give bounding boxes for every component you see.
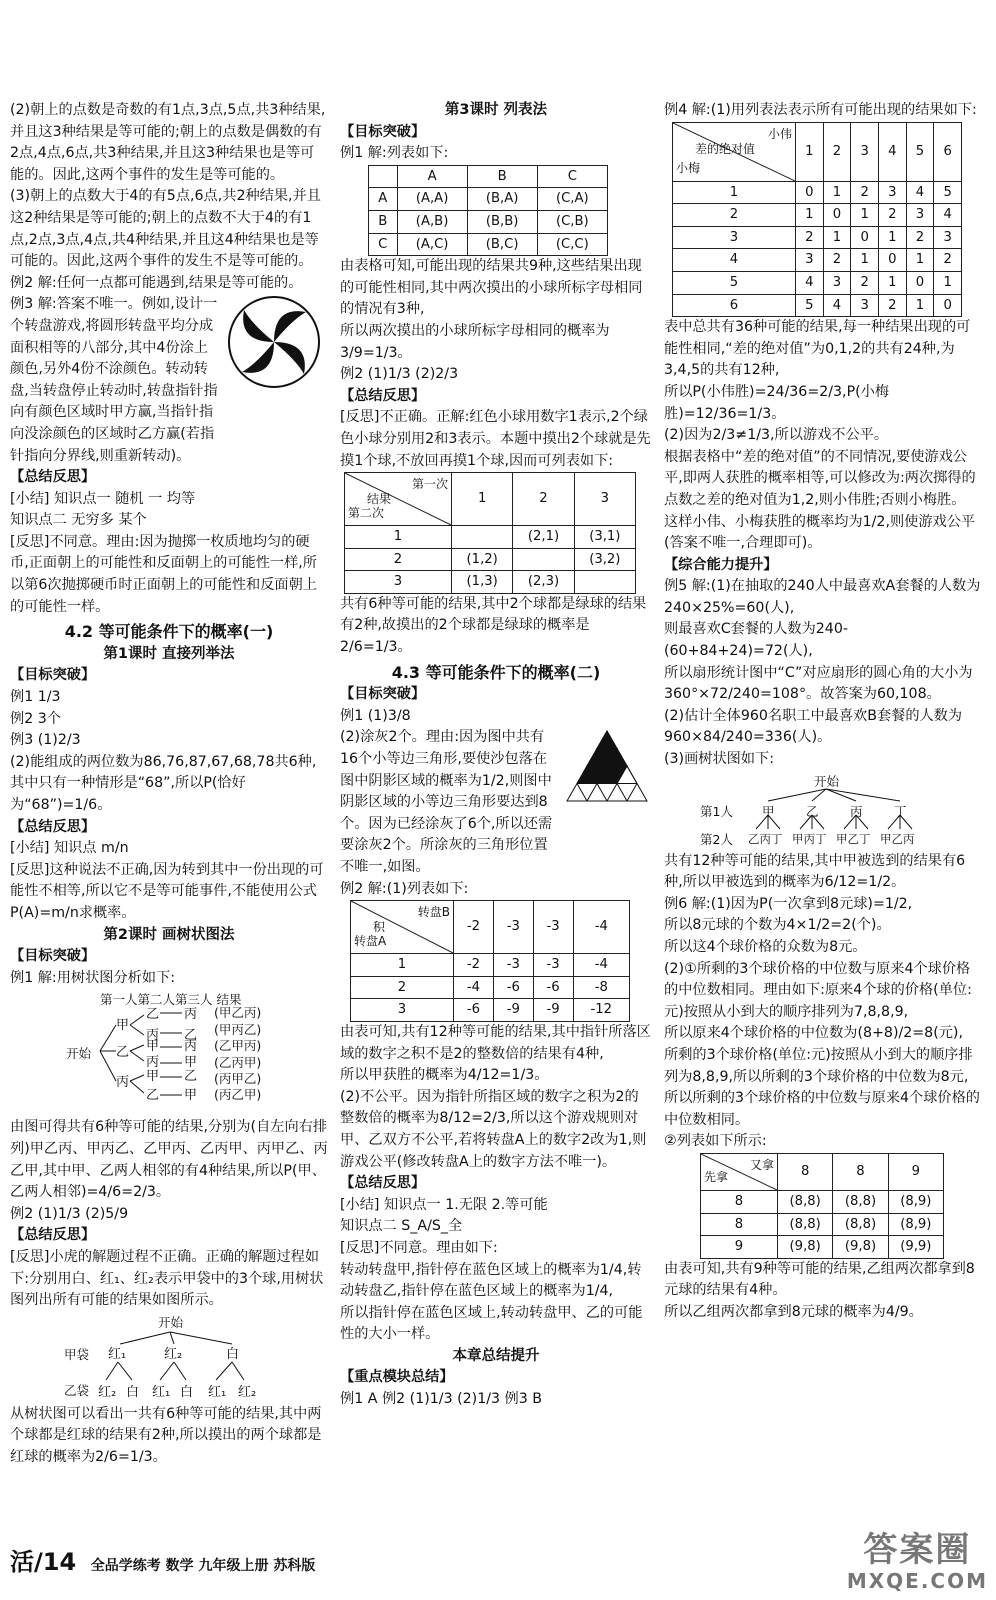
answer-text: 例2 (1)1/3 (2)5/9: [10, 1205, 129, 1222]
answer-text: 由表格可知,可能出现的结果共9种,这些结果出现的可能性相同,其中两次摸出的小球所标字母相同的情况有3种,: [340, 258, 643, 318]
svg-text:甲: 甲: [146, 1039, 160, 1055]
table-cell: -9: [493, 999, 533, 1022]
svg-text:红₂: 红₂: [238, 1384, 257, 1400]
table-row: [351, 999, 630, 1022]
svg-text:红₁: 红₁: [108, 1346, 127, 1362]
table-row: [701, 1213, 944, 1236]
answer-text: 从树状图可以看出一共有6种等可能的结果,其中两个球都是红球的结果有2种,所以摸出的两个球都是红球的概率为2/6=1/3。: [10, 1405, 322, 1465]
table-cell: (A,B): [397, 210, 467, 233]
answer-text: 所以两次摸出的小球所标字母相同的概率为3/9=1/3。: [340, 322, 610, 361]
tree-start: 开始: [66, 1046, 92, 1062]
table-row: [701, 1236, 944, 1259]
tree-result: (乙甲丙): [214, 1038, 262, 1054]
lesson-title: 第3课时 列表法: [444, 102, 548, 118]
section-header: 【总结反思】: [340, 387, 426, 404]
table-cell: [574, 571, 635, 594]
table-cell: -4: [454, 976, 494, 999]
example-3: [10, 294, 328, 467]
diagonal-header: [345, 473, 452, 526]
section-header: 【总结反思】: [10, 818, 96, 835]
section-header: 【综合能力提升】: [664, 556, 778, 573]
watermark-url: MXQE.COM: [846, 1569, 988, 1593]
table-cell: C: [369, 233, 398, 256]
table-cell: 3: [351, 999, 454, 1022]
answer-text: 知识点二 无穷多 某个: [10, 512, 147, 529]
answer-text: 例2 解:(1)列表如下:: [340, 880, 469, 897]
table-cell: 3: [878, 181, 906, 204]
tree-start: 开始: [158, 1314, 184, 1330]
table-cell: 2: [345, 548, 452, 571]
answer-text: (3)朝上的点数大于4的有5点,6点,共2种结果,并且这2种结果是等可能的;朝上的点数不大于4的有1点,2点,3点,4点,共4种结果,并且这4种结果也是等可能的。因此,这两个事件的发生不是等可能的。: [10, 188, 321, 270]
table-row: [673, 181, 962, 204]
answer-text: [小结] 知识点一 随机 一 均等: [10, 490, 196, 507]
answer-text: 例3 (1)2/3: [10, 732, 81, 749]
table-cell: -4: [573, 954, 629, 977]
table-cell: 4: [934, 204, 962, 227]
section-header: 【目标突破】: [10, 667, 96, 684]
tree-node: 乙丙丁: [748, 831, 783, 846]
tree-result: (乙丙甲): [214, 1054, 262, 1070]
table-cell: 0: [934, 294, 962, 317]
section-header: 【总结反思】: [10, 1227, 96, 1244]
svg-text:丙: 丙: [184, 1039, 198, 1055]
lesson-title: 第2课时 画树状图法: [103, 926, 235, 943]
table-cell: 8: [701, 1213, 778, 1236]
result-table-2: [344, 472, 636, 594]
answer-text: (2)不公平。因为指针所指区域的数字之积为2的整数倍的概率为8/12=2/3,所以这个游戏规则对甲、乙双方不公平,若将转盘A上的数字2改为1,则游戏公平(修改转盘A上的数字方法不唯一)。: [340, 1088, 647, 1170]
table-cell: -12: [573, 999, 629, 1022]
answer-text: 所剩的3个球价格(单位:元)按照从小到大的顺序排列为8,8,9,所以所剩的3个球价格的中位数为8元,所以所剩的3个球价格的中位数与原来4个球价格的中位数相同。: [664, 1046, 980, 1128]
answer-text: 所以这4个球价格的众数为8元。: [664, 939, 867, 955]
svg-text:红₂: 红₂: [98, 1384, 117, 1400]
section-header: 【目标突破】: [10, 948, 96, 965]
table-cell: (9,8): [778, 1236, 833, 1259]
product-table: [350, 900, 630, 1022]
table-row: [351, 976, 630, 999]
answer-text: 例3 解:答案不唯一。例如,设计一个转盘游戏,将圆形转盘平均分成面积相等的八部分,其中4份涂上颜色,另外4份不涂颜色。转动转盘,当转盘停止转动时,转盘指针指向有颜色区域时甲方赢,当指针指向没涂颜色的区域时乙方赢(若指针指向分界线,则重新转动)。: [10, 296, 218, 464]
svg-text:白: 白: [226, 1346, 240, 1362]
table-cell: 2: [673, 204, 796, 227]
table-cell: (B,C): [467, 233, 537, 256]
header-label: 积: [373, 920, 386, 935]
table-cell: 5: [934, 181, 962, 204]
svg-text:红₁: 红₁: [208, 1384, 227, 1400]
answer-text: 所以甲获胜的概率为4/12=1/3。: [340, 1067, 549, 1084]
diagonal-header: [673, 122, 796, 181]
answer-text: (2)①所剩的3个球价格的中位数与原来4个球价格的中位数相同。理由如下:原来4个球的价格(单位:元)按照从小到大的顺序排列为7,8,8,9,: [664, 960, 972, 1020]
answer-text: 例1 解:用树状图分析如下:: [10, 969, 175, 986]
answer-text: ②列表如下所示:: [664, 1133, 767, 1150]
svg-text:甲: 甲: [184, 1055, 198, 1071]
diagonal-header: [351, 901, 454, 954]
answer-text: 则最喜欢C套餐的人数为240-(60+84+24)=72(人),: [664, 621, 848, 660]
svg-text:红₂: 红₂: [164, 1346, 183, 1362]
tree-diagram-3: [664, 771, 982, 851]
table-cell: (3,1): [574, 526, 635, 549]
header-label: 第二次: [348, 505, 385, 520]
table-row: [673, 249, 962, 272]
table-cell: 5: [796, 294, 824, 317]
answer-text: [反思]这种说法不正确,因为转到其中一份出现的可能性不相等,所以它不是等可能事件,不能使用公式P(A)=m/n求概率。: [10, 861, 324, 921]
table-cell: (9,8): [833, 1236, 888, 1259]
table-cell: 2: [351, 976, 454, 999]
table-cell: (9,9): [888, 1236, 943, 1259]
table-cell: 2: [906, 226, 934, 249]
table-row: [369, 210, 608, 233]
tree-level-label: 甲袋: [64, 1346, 90, 1362]
svg-text:乙: 乙: [184, 1028, 198, 1044]
table-cell: (8,9): [888, 1213, 943, 1236]
answer-text: 所以P(小伟胜)=24/36=2/3,P(小梅胜)=12/36=1/3。: [664, 383, 890, 422]
table-header: 1: [796, 122, 824, 181]
tree-result: (丙乙甲): [214, 1087, 262, 1103]
answer-text: (2)因为2/3≠1/3,所以游戏不公平。: [664, 427, 889, 444]
header-label: 先拿: [704, 1170, 729, 1185]
example-1-part2: [340, 727, 652, 878]
table-row: [701, 1190, 944, 1213]
table-header: -3: [493, 901, 533, 954]
svg-text:甲: 甲: [184, 1088, 198, 1104]
column-right: [664, 100, 982, 1324]
header-label: 小伟: [767, 126, 792, 141]
table-header: 4: [878, 122, 906, 181]
table-cell: 3: [823, 271, 851, 294]
table-cell: -3: [493, 954, 533, 977]
table-header: 8: [778, 1153, 833, 1190]
table-cell: 4: [823, 294, 851, 317]
svg-text:丙: 丙: [116, 1075, 130, 1091]
section-title: 4.3 等可能条件下的概率(二): [391, 662, 601, 682]
table-header: -4: [573, 901, 629, 954]
table-row: [351, 954, 630, 977]
table-cell: 0: [851, 226, 879, 249]
watermark-logo: [847, 1530, 988, 1592]
table-cell: 8: [701, 1190, 778, 1213]
table-header: 2: [823, 122, 851, 181]
answer-text: 共有12种等可能的结果,其中甲被选到的结果有6种,所以甲被选到的概率为6/12=1/2。: [664, 852, 966, 891]
answer-text: 表中总共有36种可能的结果,每一种结果出现的可能性相同,“差的绝对值”为0,1,2的共有24种,为3,4,5的共有12种,: [664, 319, 971, 379]
tree-level-label: 乙袋: [64, 1382, 90, 1398]
table-cell: -8: [573, 976, 629, 999]
table-header: 9: [888, 1153, 943, 1190]
table-header: 8: [833, 1153, 888, 1190]
table-row: [345, 571, 636, 594]
table-cell: (C,B): [537, 210, 607, 233]
tree-level-label: 第2人: [700, 831, 733, 847]
answer-text: [小结] 知识点 m/n: [10, 840, 129, 857]
table-cell: 1: [673, 181, 796, 204]
answer-text: (3)画树状图如下:: [664, 751, 775, 768]
header-label: 又拿: [749, 1157, 774, 1172]
svg-text:甲: 甲: [116, 1018, 130, 1034]
tree-node: 丙: [850, 803, 863, 819]
table-cell: 3: [906, 204, 934, 227]
svg-text:乙: 乙: [116, 1045, 130, 1061]
table-cell: (8,8): [778, 1190, 833, 1213]
table-cell: 9: [701, 1236, 778, 1259]
table-header: C: [537, 165, 607, 188]
column-left: [10, 100, 328, 1468]
tree-lines: [10, 989, 328, 1117]
answer-text: (2)朝上的点数是奇数的有1点,3点,5点,共3种结果,并且这3种结果是等可能的;朝上的点数是偶数的有2点,4点,6点,共3种结果,并且这3种结果也是等可能的。因此,这两个事件的发生是等可能的。: [10, 102, 326, 183]
table-cell: (C,C): [537, 233, 607, 256]
pinwheel-turntable-figure: [226, 294, 322, 390]
section-header: 【总结反思】: [10, 469, 96, 486]
table-cell: 3: [796, 249, 824, 272]
answer-text: [反思]不正确。正解:红色小球用数字1表示,2个绿色小球分别用2和3表示。本题中摸出2个球就是先摸1个球,不放回再摸1个球,因而可列表如下:: [340, 409, 651, 469]
header-label: 差的绝对值: [695, 141, 756, 156]
answer-text: 例2 解:任何一点都可能遇到,结果是等可能的。: [10, 274, 303, 291]
table-row: [673, 204, 962, 227]
table-row: [673, 226, 962, 249]
tree-level-label: 第1人: [700, 803, 733, 819]
header-label: 转盘A: [354, 933, 387, 948]
table-header: 1: [452, 473, 513, 526]
section-title: 4.2 等可能条件下的概率(一): [64, 622, 274, 642]
answer-text: [反思]不同意。理由如下:: [340, 1239, 498, 1256]
section-header: 【总结反思】: [340, 1175, 426, 1192]
table-cell: 0: [823, 204, 851, 227]
table-cell: -9: [533, 999, 573, 1022]
page-footer: [10, 1548, 316, 1578]
table-cell: 1: [823, 181, 851, 204]
svg-text:丙: 丙: [146, 1028, 160, 1044]
svg-text:甲: 甲: [146, 1069, 160, 1085]
triangle-grid-figure: [562, 727, 652, 809]
table-cell: [452, 526, 513, 549]
answer-text: [反思]不同意。理由:因为抛掷一枚质地均匀的硬币,正面朝上的可能性和反面朝上的可能性一样,所以第6次抛掷硬币时正面朝上的可能性和反面朝上的可能性一样。: [10, 533, 317, 615]
table-cell: 0: [796, 181, 824, 204]
answer-text: 由表可知,共有9种等可能的结果,乙组两次都拿到8元球的结果有4种。: [664, 1260, 975, 1299]
table-cell: -6: [493, 976, 533, 999]
price-table: [700, 1153, 944, 1259]
table-cell: (8,9): [888, 1190, 943, 1213]
table-header: 3: [851, 122, 879, 181]
answer-text: (2)能组成的两位数为86,76,87,67,68,78共6种,其中只有一种情形是“68”,所以P(恰好为“68”)=1/6。: [10, 753, 317, 813]
table-cell: (A,A): [397, 188, 467, 211]
answer-text: 根据表格中“差的绝对值”的不同情况,要使游戏公平,即两人获胜的概率相等,可以修改为:两次掷得的点数之差的绝对值为1,2,则小伟胜;否则小梅胜。: [664, 448, 976, 508]
table-cell: 1: [906, 249, 934, 272]
table-header: 6: [934, 122, 962, 181]
table-cell: 2: [878, 204, 906, 227]
table-cell: 1: [878, 271, 906, 294]
answer-text: 例2 (1)1/3 (2)2/3: [340, 366, 459, 383]
svg-text:乙: 乙: [146, 1088, 160, 1104]
table-row: [673, 271, 962, 294]
answer-text: 知识点二 S_A/S_全: [340, 1218, 463, 1235]
answer-text: (2)涂灰2个。理由:因为图中共有16个小等边三角形,要使沙包落在图中阴影区域的概率为1/2,则图中阴影区域的小等边三角形要达到8个。因为已经涂灰了6个,所以还需要涂灰2个。所涂灰的三角形位置不唯一,如图。: [340, 729, 553, 875]
tree-diagram-2: [10, 1312, 328, 1404]
answer-text: 共有6种等可能的结果,其中2个球都是绿球的结果有2种,故摸出的2个球都是绿球的概率是2/6=1/3。: [340, 595, 647, 656]
answer-text: [小结] 知识点一 1.无限 2.等可能: [340, 1196, 548, 1213]
table-cell: -3: [533, 954, 573, 977]
table-cell: 2: [934, 249, 962, 272]
header-label: 第一次: [411, 477, 448, 492]
answer-text: 所以指针停在蓝色区域上,转动转盘甲、乙的可能性的大小一样。: [340, 1304, 643, 1343]
table-header: 3: [574, 473, 635, 526]
svg-text:红₁: 红₁: [152, 1384, 171, 1400]
answer-text: 这样小伟、小梅获胜的概率均为1/2,则使游戏公平(答案不唯一,合理即可)。: [664, 513, 976, 552]
table-cell: 1: [878, 226, 906, 249]
answer-text: 转动转盘甲,指针停在蓝色区域上的概率为1/4,转动转盘乙,指针停在蓝色区域上的概率为1/4,: [340, 1261, 642, 1300]
tree-node: 丁: [894, 803, 907, 819]
table-cell: [513, 548, 574, 571]
table-cell: (2,3): [513, 571, 574, 594]
table-cell: B: [369, 210, 398, 233]
table-cell: 2: [851, 181, 879, 204]
tree-result: (甲丙乙): [214, 1021, 262, 1037]
table-row: [369, 233, 608, 256]
table-cell: (1,2): [452, 548, 513, 571]
table-header: 2: [513, 473, 574, 526]
table-cell: 2: [796, 226, 824, 249]
table-cell: 3: [673, 226, 796, 249]
column-middle: [340, 100, 652, 1411]
table-cell: 2: [851, 271, 879, 294]
table-header: [369, 165, 398, 188]
table-cell: 1: [823, 226, 851, 249]
table-row: [673, 294, 962, 317]
table-header: 5: [906, 122, 934, 181]
answer-text: 例4 解:(1)用列表法表示所有可能出现的结果如下:: [664, 102, 977, 118]
tree-start: 开始: [814, 773, 840, 789]
result-table-1: [368, 165, 608, 256]
table-cell: 1: [796, 204, 824, 227]
answer-text: 所以乙组两次都拿到8元球的概率为4/9。: [664, 1303, 923, 1320]
tree-lines: [10, 1312, 328, 1404]
table-cell: 6: [673, 294, 796, 317]
table-cell: A: [369, 188, 398, 211]
table-row: [345, 526, 636, 549]
tree-results: [214, 1005, 261, 1103]
header-label: 小梅: [676, 161, 701, 175]
tree-node: 甲: [762, 803, 775, 819]
table-cell: 3: [934, 226, 962, 249]
chapter-summary-title: 本章总结提升: [452, 1347, 540, 1364]
table-cell: 4: [796, 271, 824, 294]
table-cell: (8,8): [778, 1213, 833, 1236]
answer-text: 由表可知,共有12种等可能的结果,其中指针所落区域的数字之积不是2的整数倍的结果有4种,: [340, 1023, 651, 1062]
table-cell: 1: [851, 204, 879, 227]
tree-node: 甲乙丁: [836, 831, 871, 846]
table-cell: 1: [351, 954, 454, 977]
table-cell: (A,C): [397, 233, 467, 256]
table-cell: (B,A): [467, 188, 537, 211]
table-cell: (2,1): [513, 526, 574, 549]
tree-result: (甲乙丙): [214, 1005, 262, 1021]
table-header: B: [467, 165, 537, 188]
answer-text: 例6 解:(1)因为P(一次拿到8元球)=1/2,: [664, 895, 913, 912]
table-cell: -2: [454, 954, 494, 977]
table-cell: 1: [345, 526, 452, 549]
answer-text: 由图可得共有6种等可能的结果,分别为(自左向右排列)甲乙丙、甲丙乙、乙甲丙、乙丙甲、丙甲乙、丙乙甲,其中甲、乙两人相邻的有4种结果,所以P(甲、乙两人相邻)=4/6=2/3。: [10, 1119, 328, 1201]
table-header: A: [397, 165, 467, 188]
table-header: -2: [454, 901, 494, 954]
table-row: [345, 548, 636, 571]
answer-text: 例1 (1)3/8: [340, 707, 411, 724]
table-cell: (B,B): [467, 210, 537, 233]
header-label: 结果: [367, 492, 392, 507]
answer-text: 所以扇形统计图中“C”对应扇形的圆心角的大小为360°×72/240=108°。故答案为60,108。: [664, 664, 973, 703]
table-cell: 4: [906, 181, 934, 204]
table-header: -3: [533, 901, 573, 954]
svg-text:白: 白: [180, 1384, 194, 1400]
table-cell: 2: [823, 249, 851, 272]
svg-text:乙: 乙: [146, 1007, 160, 1023]
table-cell: -6: [454, 999, 494, 1022]
header-label: 转盘B: [417, 905, 450, 920]
tree-node: 甲丙丁: [792, 831, 827, 846]
answer-text: 所以原来4个球价格的中位数为(8+8)/2=8(元),: [664, 1025, 963, 1042]
answer-text: 例1 A 例2 (1)1/3 (2)1/3 例3 B: [340, 1391, 542, 1408]
svg-text:乙: 乙: [184, 1069, 198, 1085]
lesson-title: 第1课时 直接列举法: [103, 645, 235, 662]
table-cell: (1,3): [452, 571, 513, 594]
difference-table: [672, 122, 962, 318]
section-header: 【重点模块总结】: [340, 1369, 454, 1386]
tree-diagram-1: [10, 989, 328, 1117]
answer-text: 例1 解:列表如下:: [340, 145, 449, 162]
tree-header: 第一人第二人第三人 结果: [100, 992, 242, 1008]
svg-text:白: 白: [126, 1384, 140, 1400]
table-cell: 3: [345, 571, 452, 594]
answer-text: (2)估计全体960名职工中最喜欢B套餐的人数为960×84/240=336(人)。: [664, 707, 963, 746]
table-cell: 4: [673, 249, 796, 272]
svg-text:丙: 丙: [184, 1007, 198, 1023]
answer-text: 例2 3个: [10, 710, 61, 727]
table-cell: 1: [934, 271, 962, 294]
table-cell: 5: [673, 271, 796, 294]
table-cell: 0: [906, 271, 934, 294]
table-cell: 0: [878, 249, 906, 272]
table-row: [369, 188, 608, 211]
table-cell: (C,A): [537, 188, 607, 211]
tree-node: 乙: [806, 803, 819, 819]
table-cell: -6: [533, 976, 573, 999]
table-cell: (8,8): [833, 1213, 888, 1236]
book-title: 全品学练考 数学 九年级上册 苏科版: [90, 1558, 316, 1574]
table-cell: (3,2): [574, 548, 635, 571]
section-header: 【目标突破】: [340, 686, 426, 703]
table-cell: 3: [851, 294, 879, 317]
watermark-main: 答案圈: [863, 1530, 972, 1570]
answer-text: 例5 解:(1)在抽取的240人中最喜欢A套餐的人数为240×25%=60(人),: [664, 578, 981, 616]
table-cell: 1: [851, 249, 879, 272]
table-cell: 2: [878, 294, 906, 317]
table-cell: 1: [906, 294, 934, 317]
diagonal-header: [701, 1153, 778, 1190]
page-number: 活/14: [10, 1548, 77, 1576]
answer-text: [反思]小虎的解题过程不正确。正确的解题过程如下:分别用白、红₁、红₂表示甲袋中的3个球,用树状图列出所有可能的结果如图所示。: [10, 1248, 324, 1309]
svg-text:丙: 丙: [146, 1055, 160, 1071]
answer-text: 例1 1/3: [10, 689, 61, 706]
tree-node: 甲乙丙: [880, 831, 915, 846]
answer-text: 所以8元球的个数为4×1/2=2(个)。: [664, 917, 891, 934]
tree-result: (丙甲乙): [214, 1070, 262, 1086]
section-header: 【目标突破】: [340, 123, 426, 140]
table-cell: (8,8): [833, 1190, 888, 1213]
